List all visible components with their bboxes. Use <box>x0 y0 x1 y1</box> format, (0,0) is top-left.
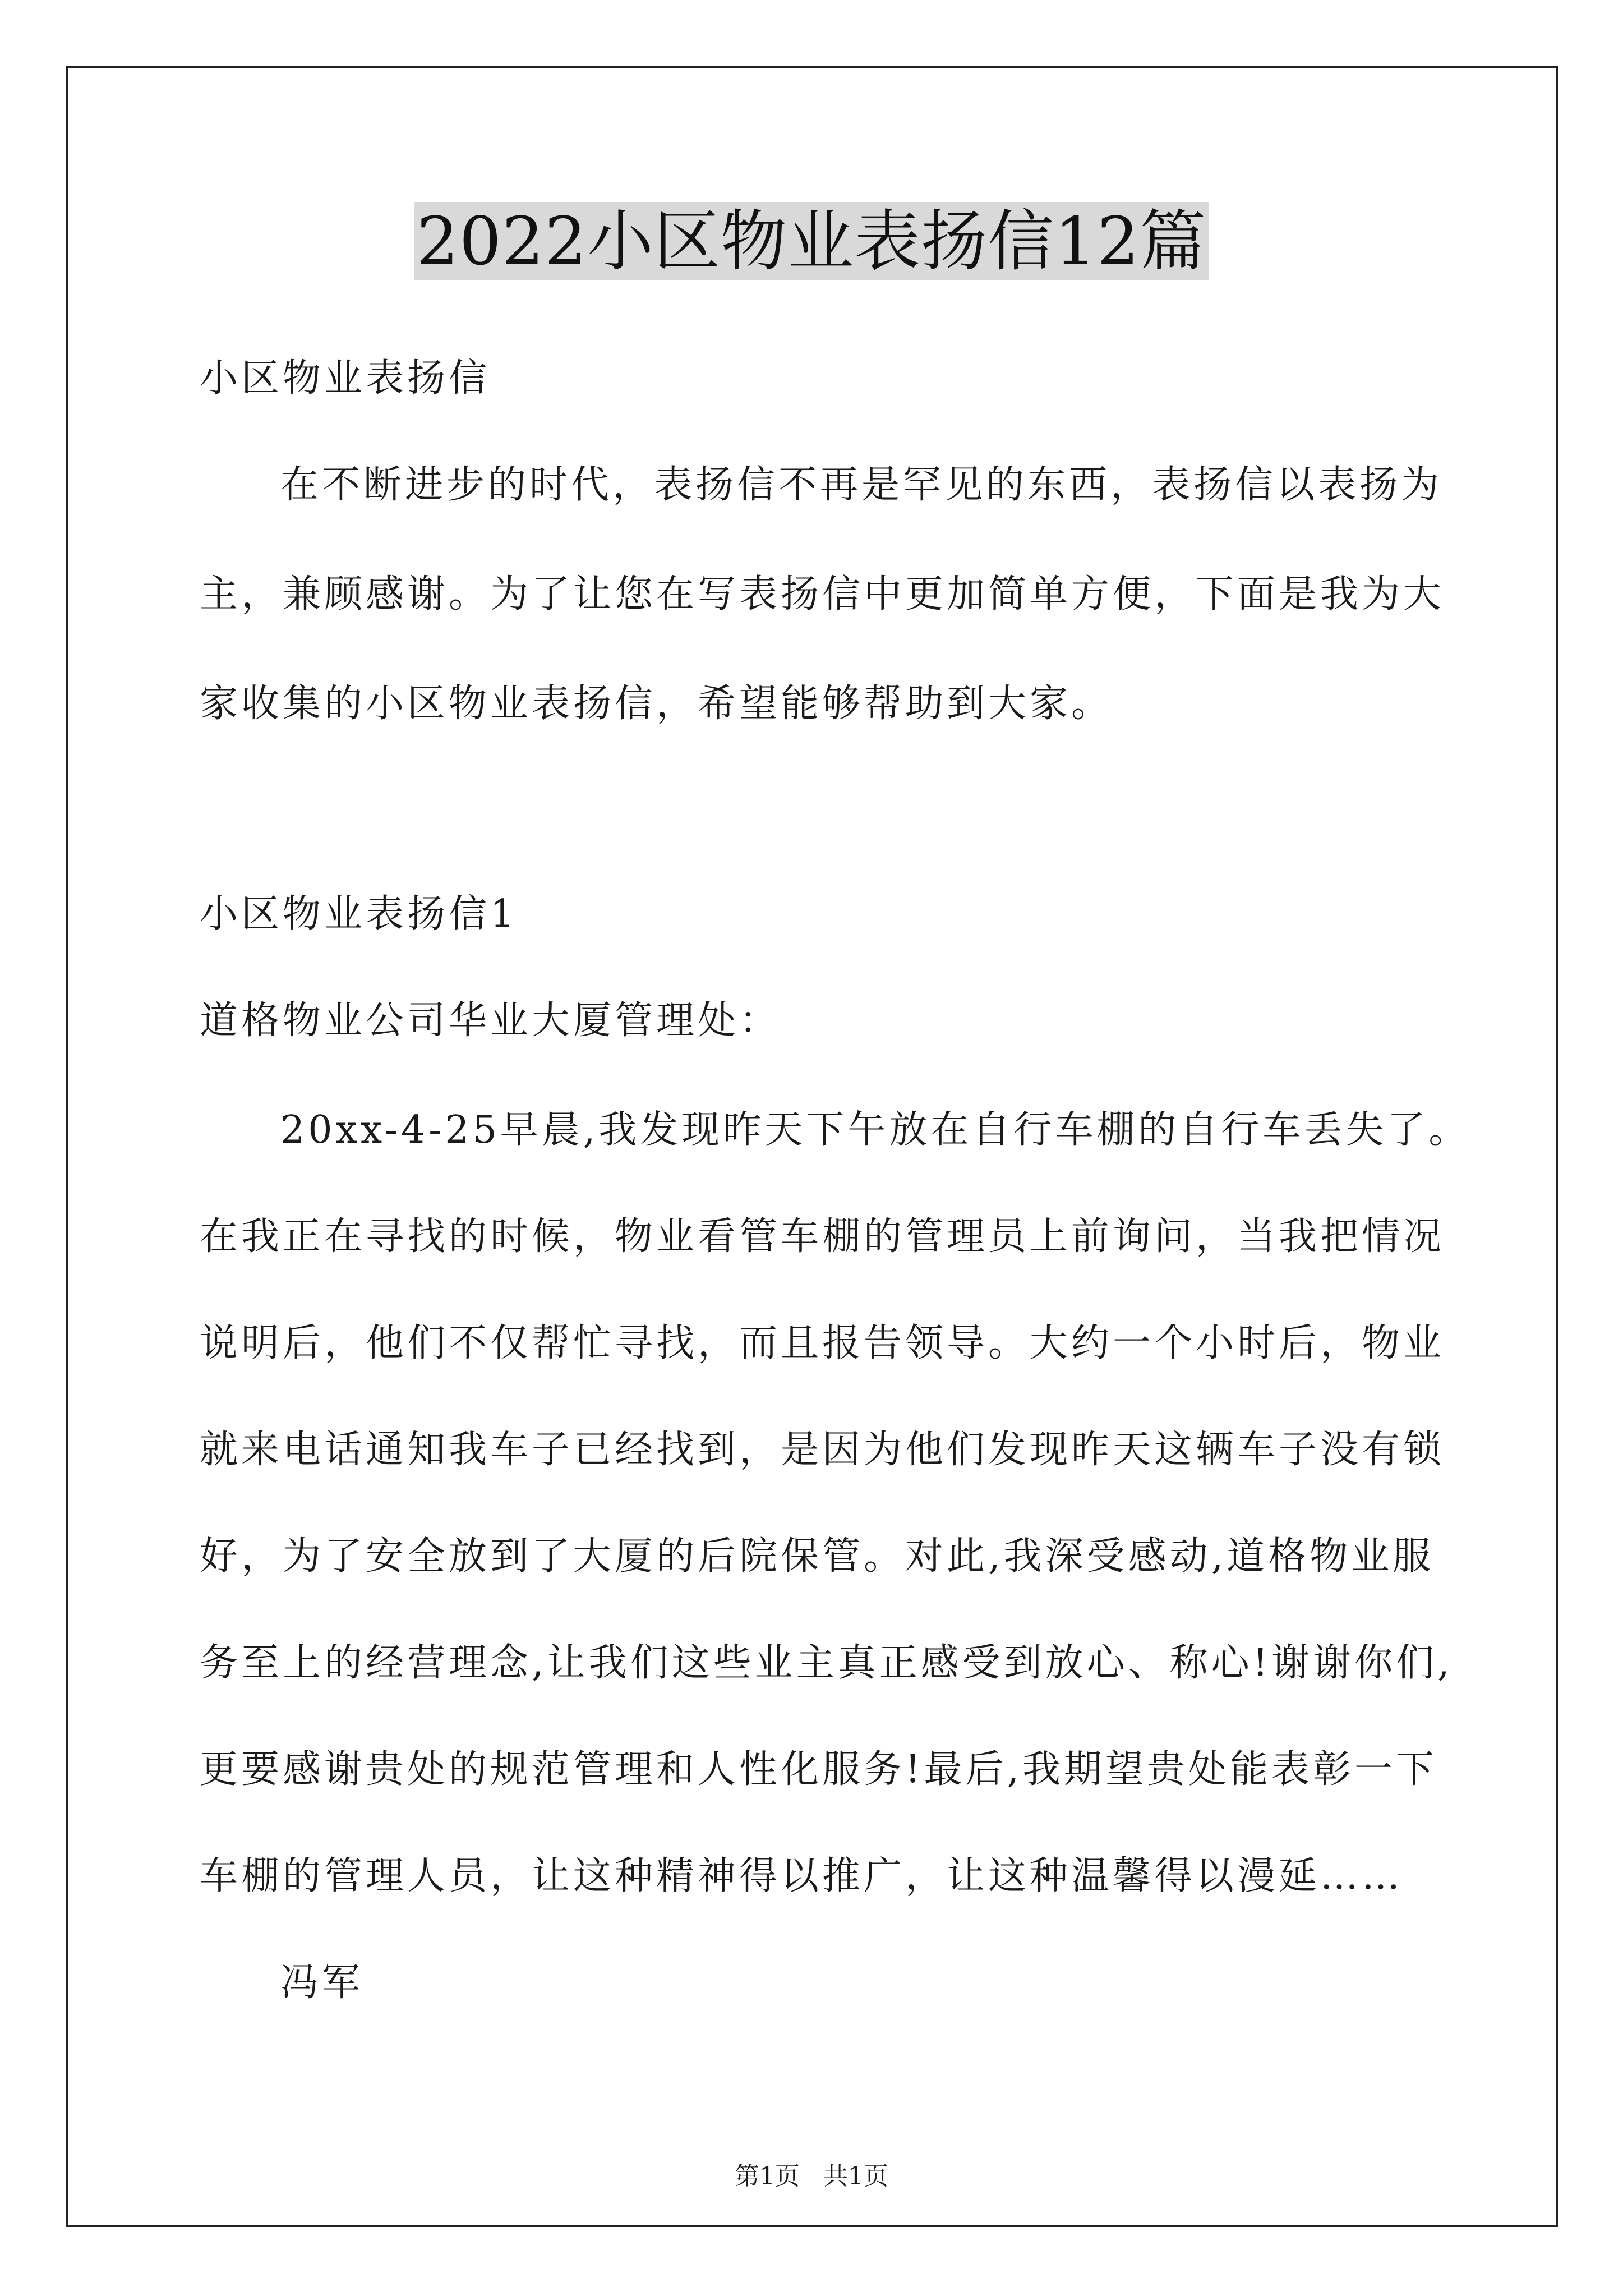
intro-heading: 小区物业表扬信 <box>200 356 491 401</box>
letter-salutation: 道格物业公司华业大厦管理处： <box>200 999 781 1043</box>
letter-heading: 小区物业表扬信1 <box>200 892 518 936</box>
intro-line: 主，兼顾感谢。为了让您在写表扬信中更加简单方便，下面是我为大 <box>200 572 1445 616</box>
letter-line: 就来电话通知我车子已经找到，是因为他们发现昨天这辆车子没有锁 <box>200 1428 1445 1472</box>
letter-line: 更要感谢贵处的规范管理和人性化服务!最后,我期望贵处能表彰一下 <box>200 1747 1437 1792</box>
page-number-footer: 第1页 共1页 <box>735 2162 888 2191</box>
title-container <box>0 202 1623 280</box>
letter-line: 说明后，他们不仅帮忙寻找，而且报告领导。大约一个小时后，物业 <box>200 1321 1445 1365</box>
letter-line: 务至上的经营理念,让我们这些业主真正感受到放心、称心!谢谢你们, <box>200 1641 1453 1685</box>
letter-signature: 冯军 <box>280 1961 364 2005</box>
letter-line: 20xx-4-25早晨,我发现昨天下午放在自行车棚的自行车丢失了。 <box>280 1108 1470 1152</box>
letter-line: 车棚的管理人员，让这种精神得以推广，让这种温馨得以漫延…… <box>200 1854 1404 1898</box>
intro-line: 在不断进步的时代，表扬信不再是罕见的东西，表扬信以表扬为 <box>280 463 1443 507</box>
intro-line: 家收集的小区物业表扬信，希望能够帮助到大家。 <box>200 682 1113 726</box>
document-title: 2022小区物业表扬信12篇 <box>414 202 1209 280</box>
letter-line: 在我正在寻找的时候，物业看管车棚的管理员上前询问，当我把情况 <box>200 1214 1445 1259</box>
letter-line: 好，为了安全放到了大厦的后院保管。对此,我深受感动,道格物业服 <box>200 1534 1435 1579</box>
